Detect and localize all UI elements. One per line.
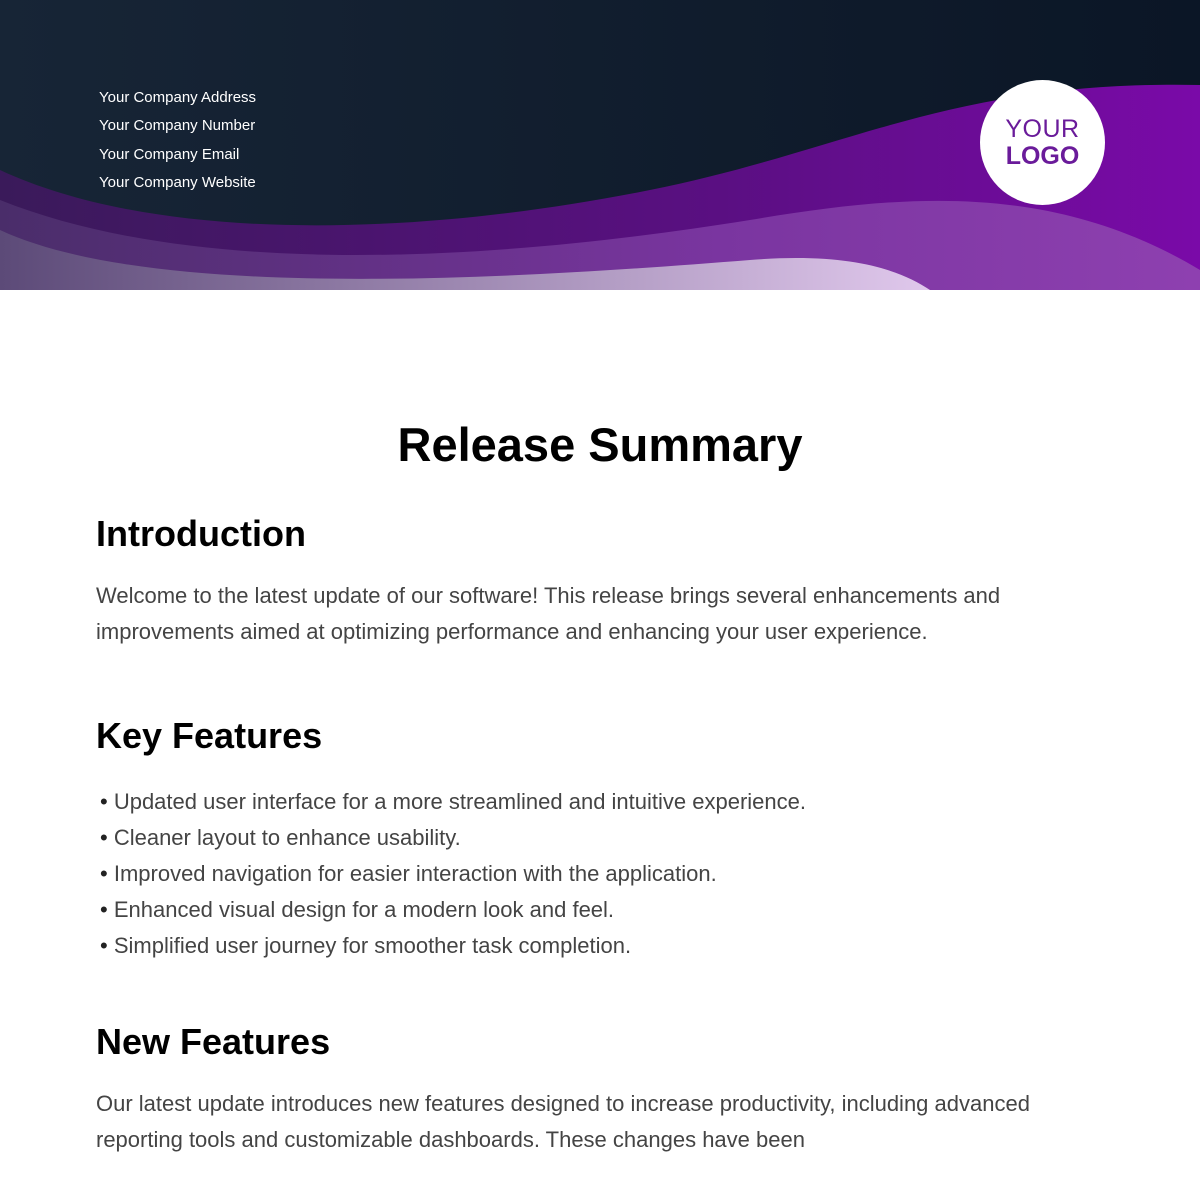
company-contact-info (99, 89, 256, 202)
introduction-text: Welcome to the latest update of our software! This release brings several enhancements and improvements aimed at optimizing performance and enhancing your user experience. (96, 583, 1001, 644)
list-item: • Simplified user journey for smoother task completion. (100, 928, 1104, 964)
list-item: • Cleaner layout to enhance usability. (100, 820, 1104, 856)
list-item: • Enhanced visual design for a modern look and feel. (100, 892, 1104, 928)
key-features-list (96, 784, 1104, 964)
new-features-text: Our latest update introduces new features designed to increase productivity, including advanced reporting tools and customizable dashboards. These changes have been (96, 1091, 1030, 1152)
logo-line2: LOGO (1005, 141, 1080, 170)
company-email: Your Company Email (99, 145, 240, 163)
document-body (0, 416, 1200, 1158)
list-item: • Updated user interface for a more streamlined and intuitive experience. (100, 784, 1104, 820)
page-title: Release Summary (397, 418, 803, 471)
company-logo (980, 80, 1105, 205)
letterhead-banner (0, 0, 1200, 290)
introduction-heading: Introduction (96, 513, 306, 554)
key-features-heading: Key Features (96, 715, 323, 756)
logo-line1: YOUR (1005, 114, 1080, 143)
new-features-heading: New Features (96, 1021, 331, 1062)
company-website: Your Company Website (99, 173, 256, 191)
list-item: • Improved navigation for easier interaction with the application. (100, 856, 1104, 892)
company-address: Your Company Address (99, 89, 257, 106)
company-number: Your Company Number (99, 117, 256, 135)
